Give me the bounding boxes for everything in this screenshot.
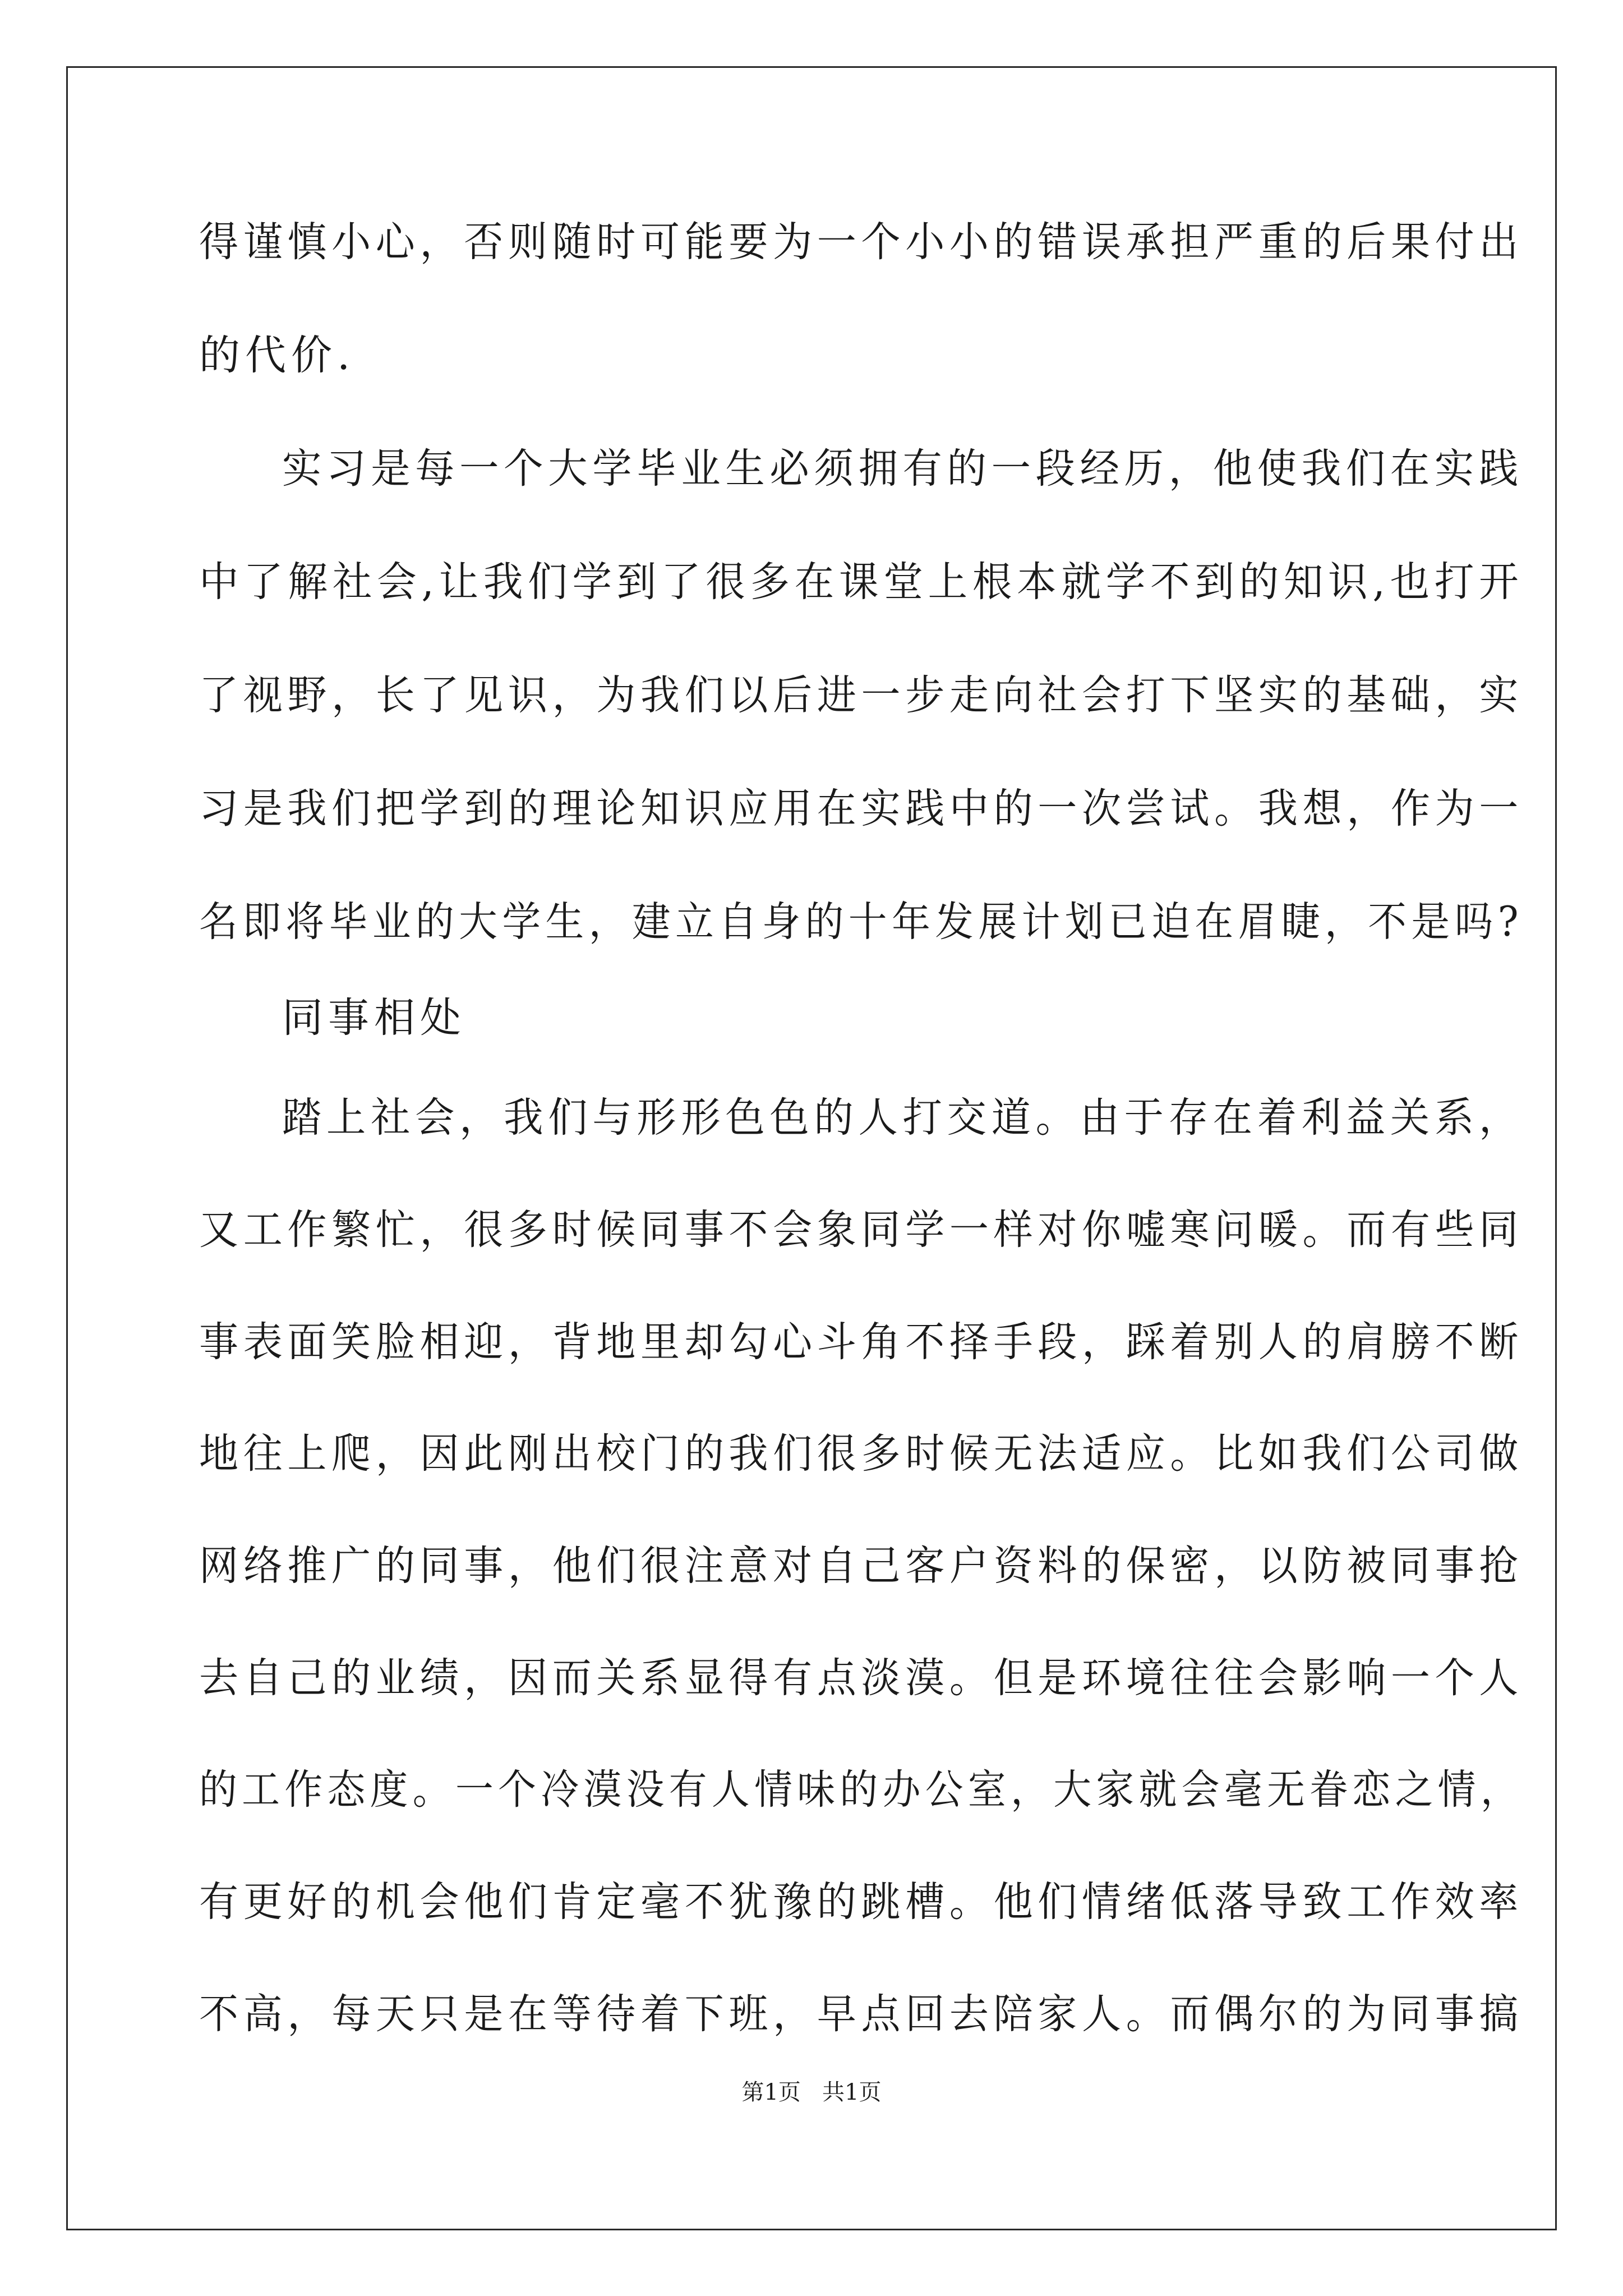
text-line: 不高，每天只是在等待着下班，早点回去陪家人。而偶尔的为同事搞 (199, 1990, 1523, 2038)
paragraph-first-line: 踏上社会，我们与形形色色的人打交道。由于存在着利益关系， (282, 1094, 1523, 1142)
text-line: 中了解社会,让我们学到了很多在课堂上根本就学不到的知识,也打开 (199, 558, 1524, 606)
text-line: 又工作繁忙，很多时候同事不会象同学一样对你嘘寒问暖。而有些同 (199, 1205, 1523, 1254)
text-line: 名即将毕业的大学生，建立自身的十年发展计划已迫在眉睫，不是吗? (199, 898, 1524, 946)
text-line: 的代价. (199, 332, 356, 380)
text-line: 网络推广的同事，他们很注意对自己客户资料的保密，以防被同事抢 (199, 1542, 1523, 1590)
text-line: 有更好的机会他们肯定毫不犹豫的跳槽。他们情绪低落导致工作效率 (199, 1878, 1523, 1926)
page-number-footer: 第1页 共1页 (741, 2079, 882, 2105)
text-line: 了视野，长了见识，为我们以后进一步走向社会打下坚实的基础，实 (199, 671, 1523, 720)
text-line: 得谨慎小心，否则随时可能要为一个小小的错误承担严重的后果付出 (199, 218, 1523, 266)
text-line: 地往上爬，因此刚出校门的我们很多时候无法适应。比如我们公司做 (199, 1430, 1523, 1478)
text-line: 习是我们把学到的理论知识应用在实践中的一次尝试。我想，作为一 (199, 785, 1523, 833)
section-heading: 同事相处 (282, 993, 466, 1042)
paragraph-first-line: 实习是每一个大学毕业生必须拥有的一段经历，他使我们在实践 (282, 445, 1523, 493)
text-line: 的工作态度。一个冷漠没有人情味的办公室，大家就会毫无眷恋之情， (199, 1766, 1523, 1814)
text-line: 事表面笑脸相迎，背地里却勾心斗角不择手段，踩着别人的肩膀不断 (199, 1318, 1523, 1366)
text-line: 去自己的业绩，因而关系显得有点淡漠。但是环境往往会影响一个人 (199, 1654, 1523, 1702)
